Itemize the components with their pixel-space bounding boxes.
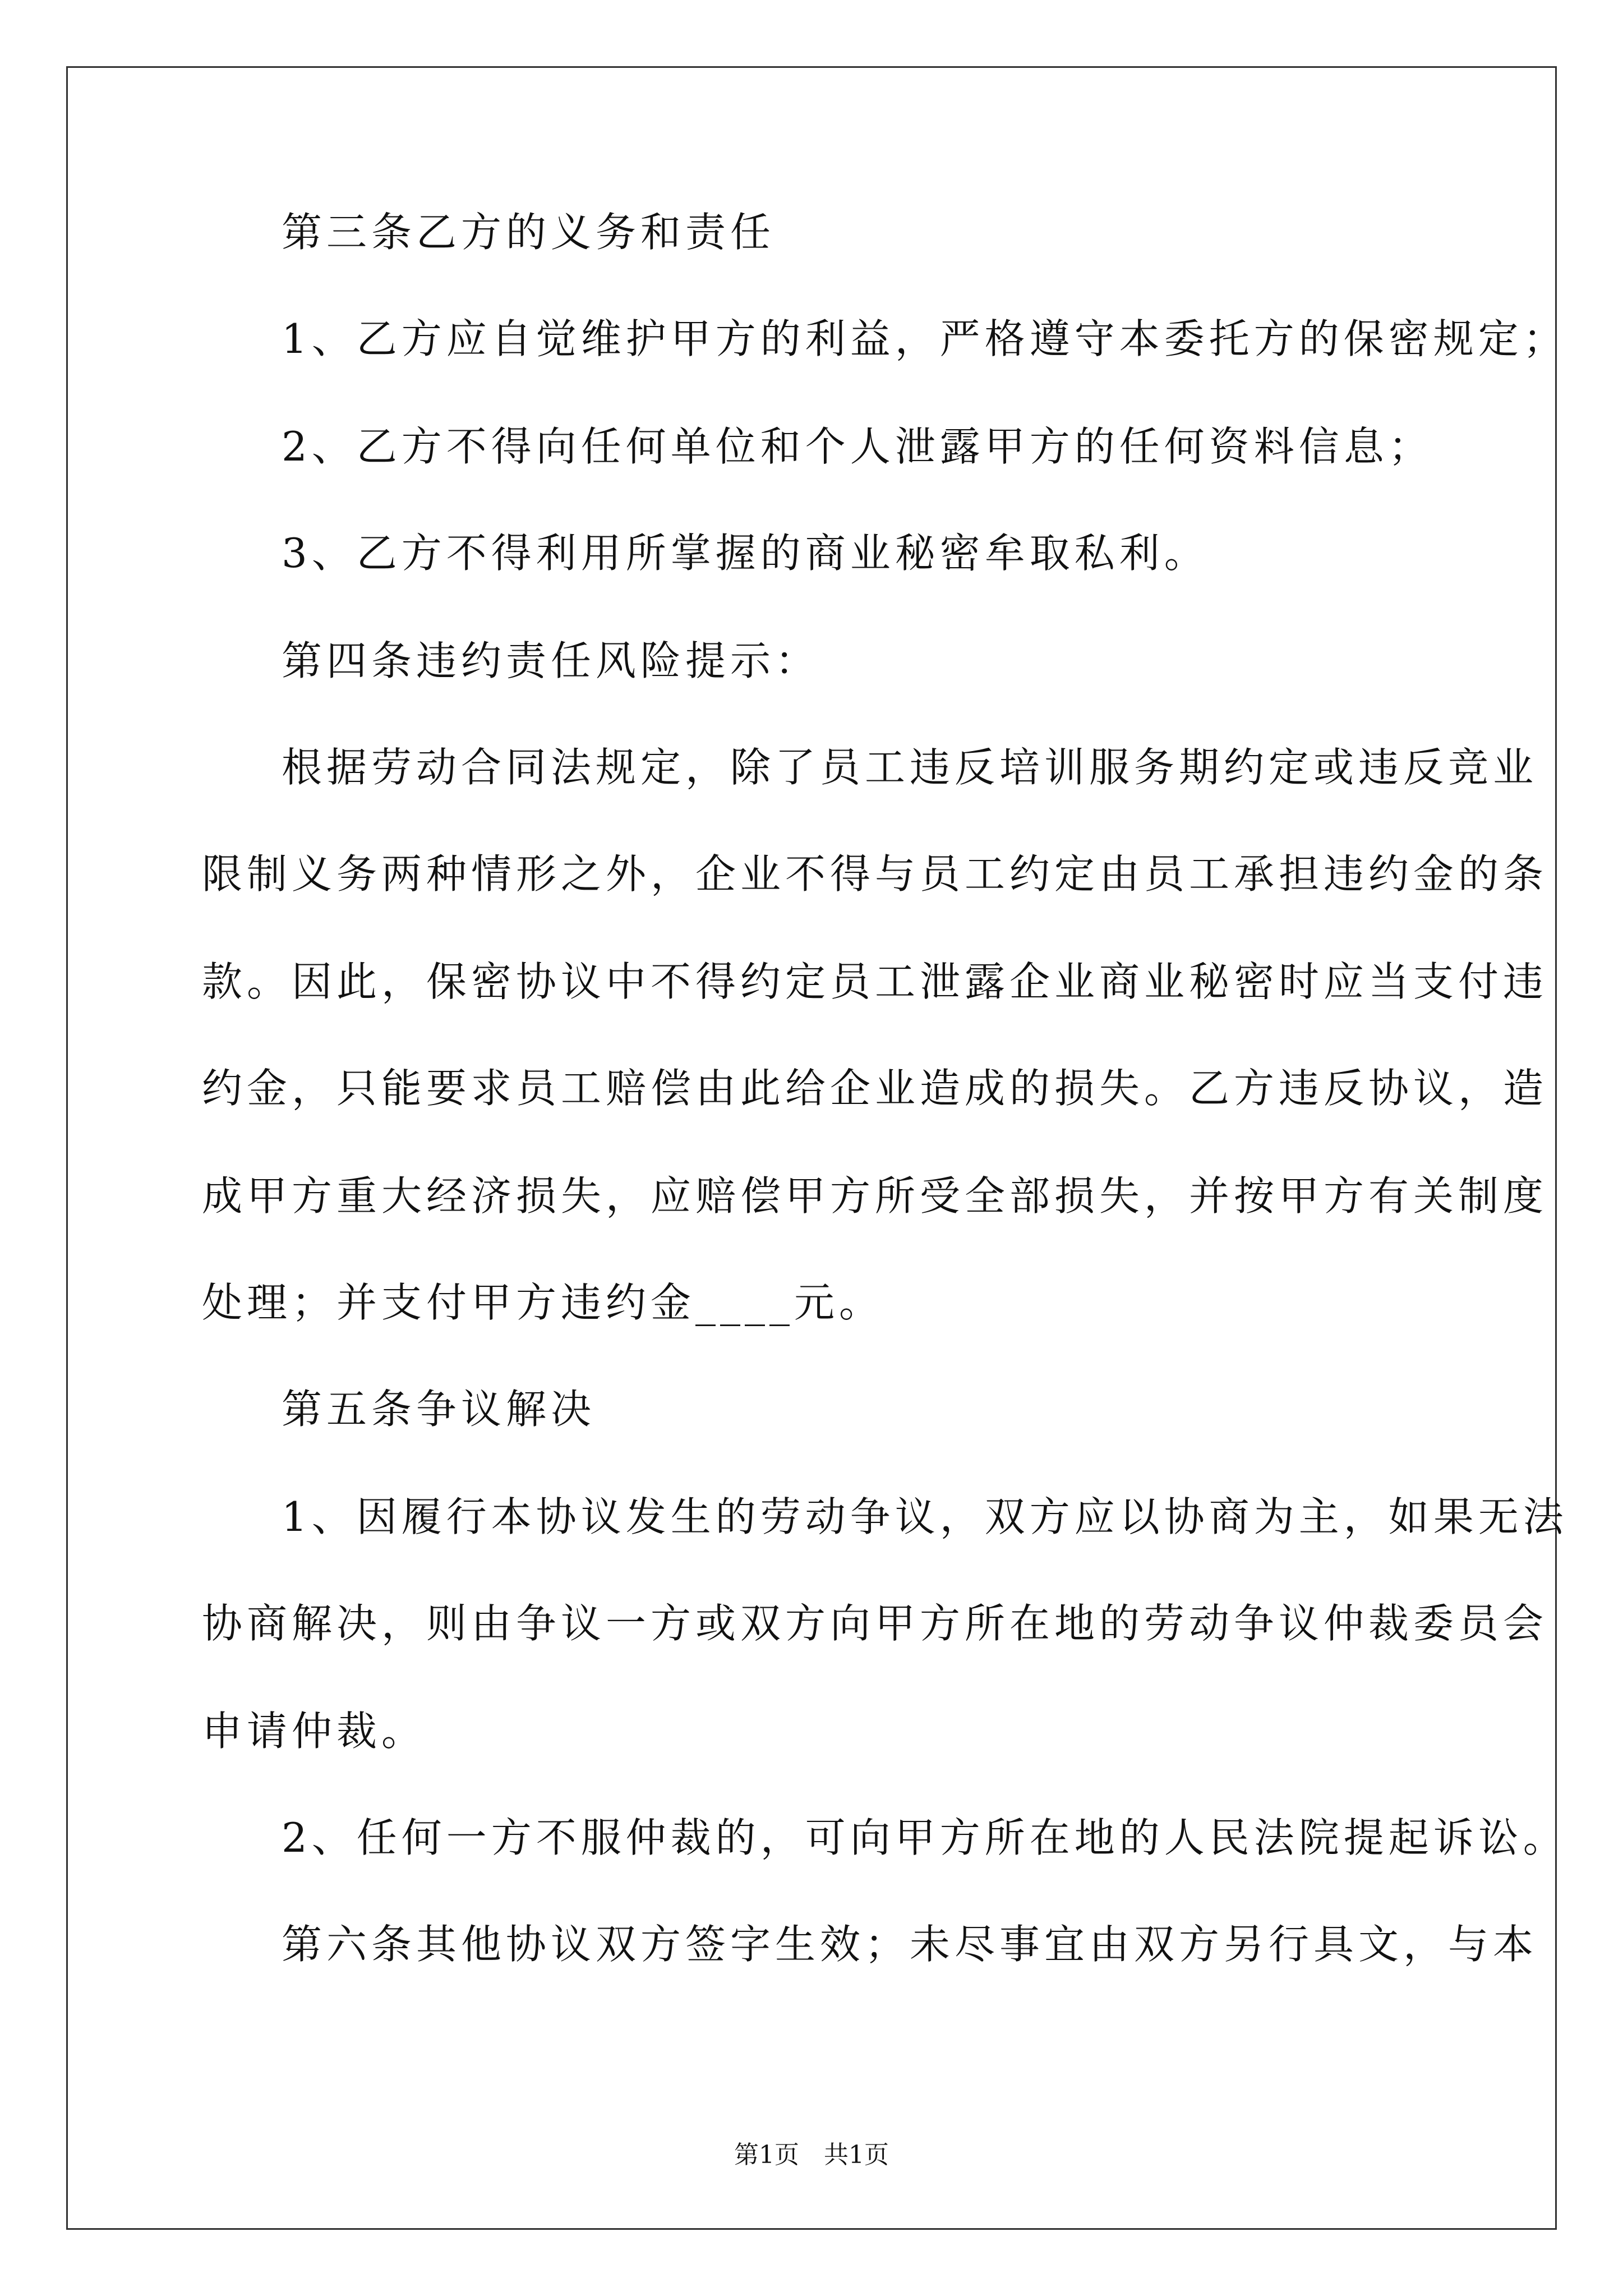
paragraph-line: 款。因此，保密协议中不得约定员工泄露企业商业秘密时应当支付违 xyxy=(202,958,1548,1005)
paragraph-line: 根据劳动合同法规定，除了员工违反培训服务期约定或违反竞业 xyxy=(282,744,1538,791)
section-heading-4: 第四条违约责任风险提示： xyxy=(282,637,820,684)
paragraph-line: 申请仲裁。 xyxy=(202,1708,427,1755)
section-heading-6: 第六条其他协议双方签字生效；未尽事宜由双方另行具文，与本 xyxy=(282,1921,1538,1968)
paragraph-line: 协商解决，则由争议一方或双方向甲方所在地的劳动争议仲裁委员会 xyxy=(202,1600,1548,1647)
page-number: 第1页 共1页 xyxy=(734,2141,889,2169)
paragraph-line: 2、乙方不得向任何单位和个人泄露甲方的任何资料信息； xyxy=(282,423,1433,470)
paragraph-line: 3、乙方不得利用所掌握的商业秘密牟取私利。 xyxy=(282,530,1209,577)
paragraph-line: 1、因履行本协议发生的劳动争议，双方应以协商为主，如果无法 xyxy=(282,1493,1568,1540)
paragraph-line: 1、乙方应自觉维护甲方的利益，严格遵守本委托方的保密规定； xyxy=(282,315,1568,362)
section-heading-5: 第五条争议解决 xyxy=(282,1386,596,1433)
paragraph-line: 2、任何一方不服仲裁的，可向甲方所在地的人民法院提起诉讼。 xyxy=(282,1814,1568,1861)
section-heading-3: 第三条乙方的义务和责任 xyxy=(282,209,776,256)
paragraph-line: 约金，只能要求员工赔偿由此给企业造成的损失。乙方违反协议，造 xyxy=(202,1065,1548,1112)
paragraph-line: 成甲方重大经济损失，应赔偿甲方所受全部损失，并按甲方有关制度 xyxy=(202,1172,1548,1220)
page-border xyxy=(66,66,1557,2230)
paragraph-line: 限制义务两种情形之外，企业不得与员工约定由员工承担违约金的条 xyxy=(202,850,1548,898)
paragraph-line: 处理；并支付甲方违约金____元。 xyxy=(202,1279,884,1326)
